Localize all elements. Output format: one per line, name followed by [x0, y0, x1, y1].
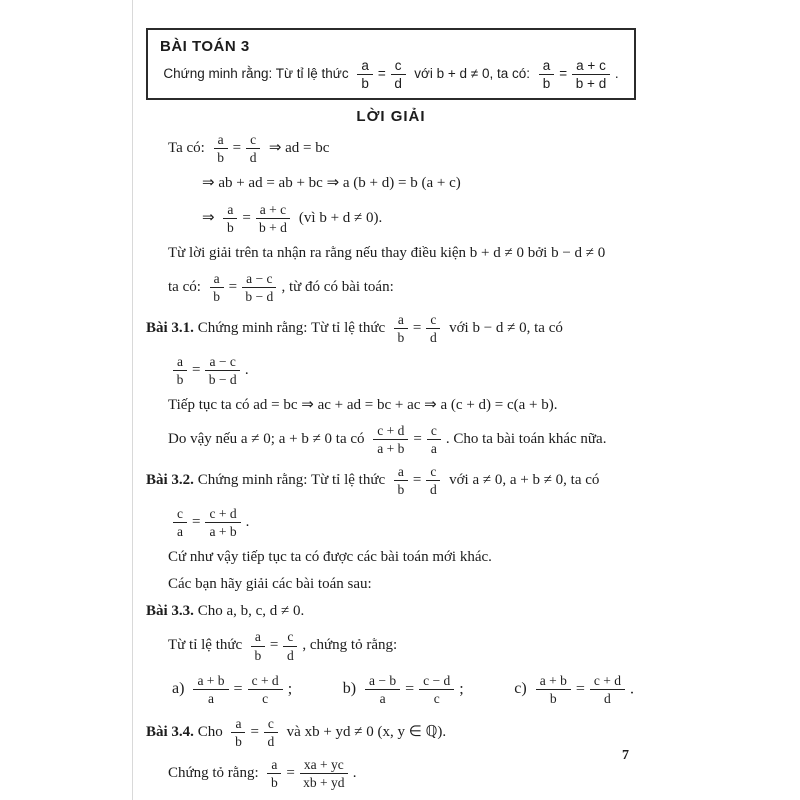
text: với b − d ≠ 0, ta có: [449, 320, 563, 337]
fraction-denominator: b: [213, 289, 221, 305]
fraction-numerator: a: [357, 58, 373, 75]
fraction-c-d: [264, 716, 278, 749]
item-a: [172, 672, 292, 707]
item-label: b): [342, 679, 357, 697]
equals-sign: =: [242, 209, 251, 226]
exercise-3-3-items: [146, 672, 636, 707]
equals-sign: =: [269, 637, 279, 654]
fraction-denominator: a: [430, 441, 437, 457]
fraction-a-b: [251, 629, 265, 662]
fraction-denominator: d: [394, 76, 402, 92]
fraction-a-b: [231, 716, 245, 749]
equals-sign: =: [232, 140, 242, 157]
fraction-numerator: c + d: [373, 423, 408, 440]
period: .: [352, 765, 357, 782]
equals-sign: =: [228, 279, 238, 296]
period: .: [245, 513, 250, 530]
equals-sign: =: [559, 66, 568, 82]
statement-text: Chứng minh rằng: Từ tỉ lệ thức: [163, 66, 349, 82]
fraction-c-d: [426, 312, 440, 345]
fraction-numerator: c: [173, 506, 187, 523]
solution-line-1: [146, 131, 636, 166]
fraction-cd-ab: [373, 423, 408, 456]
fraction-numerator: c + d: [248, 673, 283, 690]
text: ta có:: [168, 279, 201, 296]
text: Cho a, b, c, d ≠ 0.: [197, 603, 305, 620]
equals-sign: =: [405, 679, 415, 697]
fraction-c-d: [283, 629, 297, 662]
fraction-denominator: b: [549, 690, 557, 706]
exercise-3-4-line-1: [146, 715, 636, 750]
fraction-a-b: [357, 58, 373, 91]
item-label: a): [172, 679, 185, 697]
fraction-numerator: a: [223, 202, 237, 219]
fraction-c-a: [427, 423, 441, 456]
equals-sign: =: [192, 361, 201, 378]
fraction-c-d: [246, 132, 260, 165]
fraction-a-b: [223, 202, 237, 235]
exercise-3-2-line-4: Các bạn hãy giải các bài toán sau:: [168, 575, 372, 592]
fraction-a-b: [210, 271, 224, 304]
text: , từ đó có bài toán:: [281, 279, 394, 296]
fraction-numerator: c: [427, 423, 441, 440]
text: và xb + yd ≠ 0 (x, y ∈ ℚ).: [286, 723, 447, 740]
item-label: c): [514, 679, 527, 697]
fraction: [365, 673, 400, 706]
exercise-3-1-line-4: [146, 422, 636, 457]
exercise-3-4-line-2: [146, 756, 636, 791]
fraction-denominator: a: [177, 523, 183, 539]
fraction-denominator: b: [254, 647, 262, 663]
fraction-numerator: c: [391, 58, 406, 75]
equals-sign: =: [233, 679, 243, 697]
exercise-label: Bài 3.1.: [146, 320, 194, 337]
fraction-denominator: d: [287, 647, 294, 663]
fraction-numerator: a: [539, 58, 555, 75]
fraction-denominator: d: [267, 734, 275, 750]
fraction-denominator: b: [542, 76, 551, 92]
remark-line-1: Từ lời giải trên ta nhận ra rằng nếu thay điều kiện b + d ≠ 0 bởi b − d ≠ 0: [168, 244, 606, 261]
fraction-denominator: b: [235, 734, 242, 750]
exercise-label: Bài 3.2.: [146, 472, 194, 489]
text: Chứng tỏ rằng:: [168, 765, 259, 782]
fraction-numerator: a: [394, 312, 408, 329]
exercise-label: Bài 3.4.: [146, 723, 194, 740]
equals-sign: =: [286, 765, 295, 782]
fraction-diff: [242, 271, 276, 304]
text: Chứng minh rằng: Từ tỉ lệ thức: [197, 320, 386, 337]
text: Chứng minh rằng: Từ tỉ lệ thức: [197, 472, 386, 489]
fraction-denominator: d: [249, 150, 257, 166]
period: .: [629, 679, 634, 697]
equals-sign: =: [192, 513, 201, 530]
fraction-numerator: c + d: [205, 506, 240, 523]
fraction-numerator: c: [264, 716, 278, 733]
fraction-denominator: c: [433, 690, 440, 706]
fraction-a-b: [394, 312, 408, 345]
text: Cho: [197, 723, 223, 740]
fraction-denominator: b − d: [245, 289, 274, 305]
text: Do vậy nếu a ≠ 0; a + b ≠ 0 ta có: [168, 431, 365, 448]
text: . Cho ta bài toán khác nữa.: [445, 431, 607, 448]
fraction-numerator: a + c: [572, 58, 610, 75]
fraction-sum: [256, 202, 290, 235]
fraction-denominator: b: [176, 371, 184, 387]
text: Ta có:: [168, 140, 205, 157]
exercise-3-3-line-2: [146, 628, 636, 663]
problem-statement: [160, 57, 622, 92]
page-content: [146, 28, 636, 797]
equals-sign: =: [377, 66, 386, 82]
fraction-numerator: a: [394, 464, 408, 481]
fraction-denominator: a + b: [209, 523, 237, 539]
separator: ;: [459, 679, 464, 697]
fraction-sum: [205, 506, 240, 539]
fraction-denominator: b: [271, 775, 278, 791]
fraction: [193, 673, 228, 706]
fraction-denominator: b: [397, 330, 405, 346]
fraction-a-b: [539, 58, 555, 91]
exercise-3-2-line-2: [146, 505, 636, 540]
fraction-c-a: [173, 506, 187, 539]
fraction-denominator: b: [217, 150, 224, 166]
fraction-numerator: a: [251, 629, 265, 646]
fraction-numerator: c + d: [590, 673, 625, 690]
solution-line-3: [146, 201, 636, 236]
implies-arrow: ⇒: [202, 209, 215, 226]
page-edge-line: [132, 0, 133, 800]
fraction-weighted: [300, 757, 348, 790]
solution-line-2: ⇒ ab + ad = ab + bc ⇒ a (b + d) = b (a + c): [202, 175, 461, 192]
fraction-numerator: c − d: [419, 673, 454, 690]
fraction-numerator: a − b: [365, 673, 400, 690]
exercise-3-2-line-1: [146, 463, 636, 498]
fraction: [248, 673, 283, 706]
fraction-numerator: a: [267, 757, 281, 774]
fraction-a-b: [394, 464, 408, 497]
fraction-denominator: b + d: [259, 219, 287, 235]
text: (vì b + d ≠ 0).: [298, 209, 383, 226]
fraction-denominator: b − d: [208, 371, 237, 387]
fraction-numerator: xa + yc: [300, 757, 348, 774]
period: .: [614, 66, 619, 82]
fraction-diff: [205, 354, 239, 387]
fraction-c-d: [391, 58, 406, 91]
fraction-numerator: a − c: [242, 271, 276, 288]
fraction-denominator: b: [397, 482, 405, 498]
fraction-numerator: c: [246, 132, 260, 149]
text: Từ tỉ lệ thức: [168, 637, 243, 654]
fraction-denominator: c: [262, 690, 269, 706]
fraction-numerator: a + b: [193, 673, 228, 690]
fraction-a-b: [214, 132, 228, 165]
exercise-3-1-line-2: [146, 353, 636, 388]
separator: ;: [287, 679, 293, 697]
exercise-3-2-line-3: Cứ như vậy tiếp tục ta có được các bài toán mới khác.: [168, 548, 492, 565]
equals-sign: =: [412, 320, 422, 337]
fraction-numerator: a: [210, 271, 224, 288]
fraction-denominator: b: [226, 219, 234, 235]
exercise-label: Bài 3.3.: [146, 603, 194, 620]
item-b: [343, 672, 464, 707]
fraction: [536, 673, 571, 706]
fraction: [590, 673, 625, 706]
statement-text: với b + d ≠ 0, ta có:: [414, 66, 530, 82]
fraction-denominator: xb + yd: [303, 775, 345, 791]
fraction-denominator: d: [429, 482, 437, 498]
equals-sign: =: [250, 723, 259, 740]
fraction-denominator: d: [429, 330, 437, 346]
fraction-numerator: a − c: [205, 354, 239, 371]
exercise-3-3-line-1: [146, 601, 636, 621]
fraction-denominator: b: [361, 76, 369, 92]
problem-title: BÀI TOÁN 3: [160, 38, 250, 55]
fraction-numerator: a: [231, 716, 245, 733]
equals-sign: =: [413, 431, 422, 448]
fraction-a-b: [267, 757, 281, 790]
fraction-numerator: a: [214, 132, 228, 149]
page-number: 7: [622, 748, 629, 763]
fraction-numerator: a: [173, 354, 187, 371]
equals-sign: =: [412, 472, 422, 489]
fraction-denominator: d: [604, 690, 611, 706]
fraction-sum: [572, 58, 610, 91]
fraction-denominator: b + d: [575, 76, 607, 92]
exercise-3-1-line-1: [146, 311, 636, 346]
fraction-numerator: c: [283, 629, 297, 646]
fraction-numerator: a + b: [536, 673, 571, 690]
fraction-denominator: a + b: [377, 441, 405, 457]
text: , chứng tỏ rằng:: [302, 637, 398, 654]
fraction-numerator: c: [426, 312, 440, 329]
period: .: [244, 361, 249, 378]
fraction-denominator: a: [379, 690, 386, 706]
equals-sign: =: [575, 679, 585, 697]
solution-heading: LỜI GIẢI: [356, 108, 426, 126]
fraction: [419, 673, 454, 706]
exercise-3-1-line-3: Tiếp tục ta có ad = bc ⇒ ac + ad = bc + ac ⇒ a (c + d) = c(a + b).: [168, 396, 558, 413]
item-c: [514, 672, 634, 707]
text: với a ≠ 0, a + b ≠ 0, ta có: [449, 472, 600, 489]
fraction-numerator: c: [426, 464, 440, 481]
fraction-denominator: a: [207, 690, 214, 706]
text: ⇒ ad = bc: [268, 140, 330, 157]
remark-line-2: [146, 270, 636, 305]
fraction-c-d: [426, 464, 440, 497]
fraction-numerator: a + c: [256, 202, 290, 219]
fraction-a-b: [173, 354, 187, 387]
problem-box: [146, 28, 636, 100]
